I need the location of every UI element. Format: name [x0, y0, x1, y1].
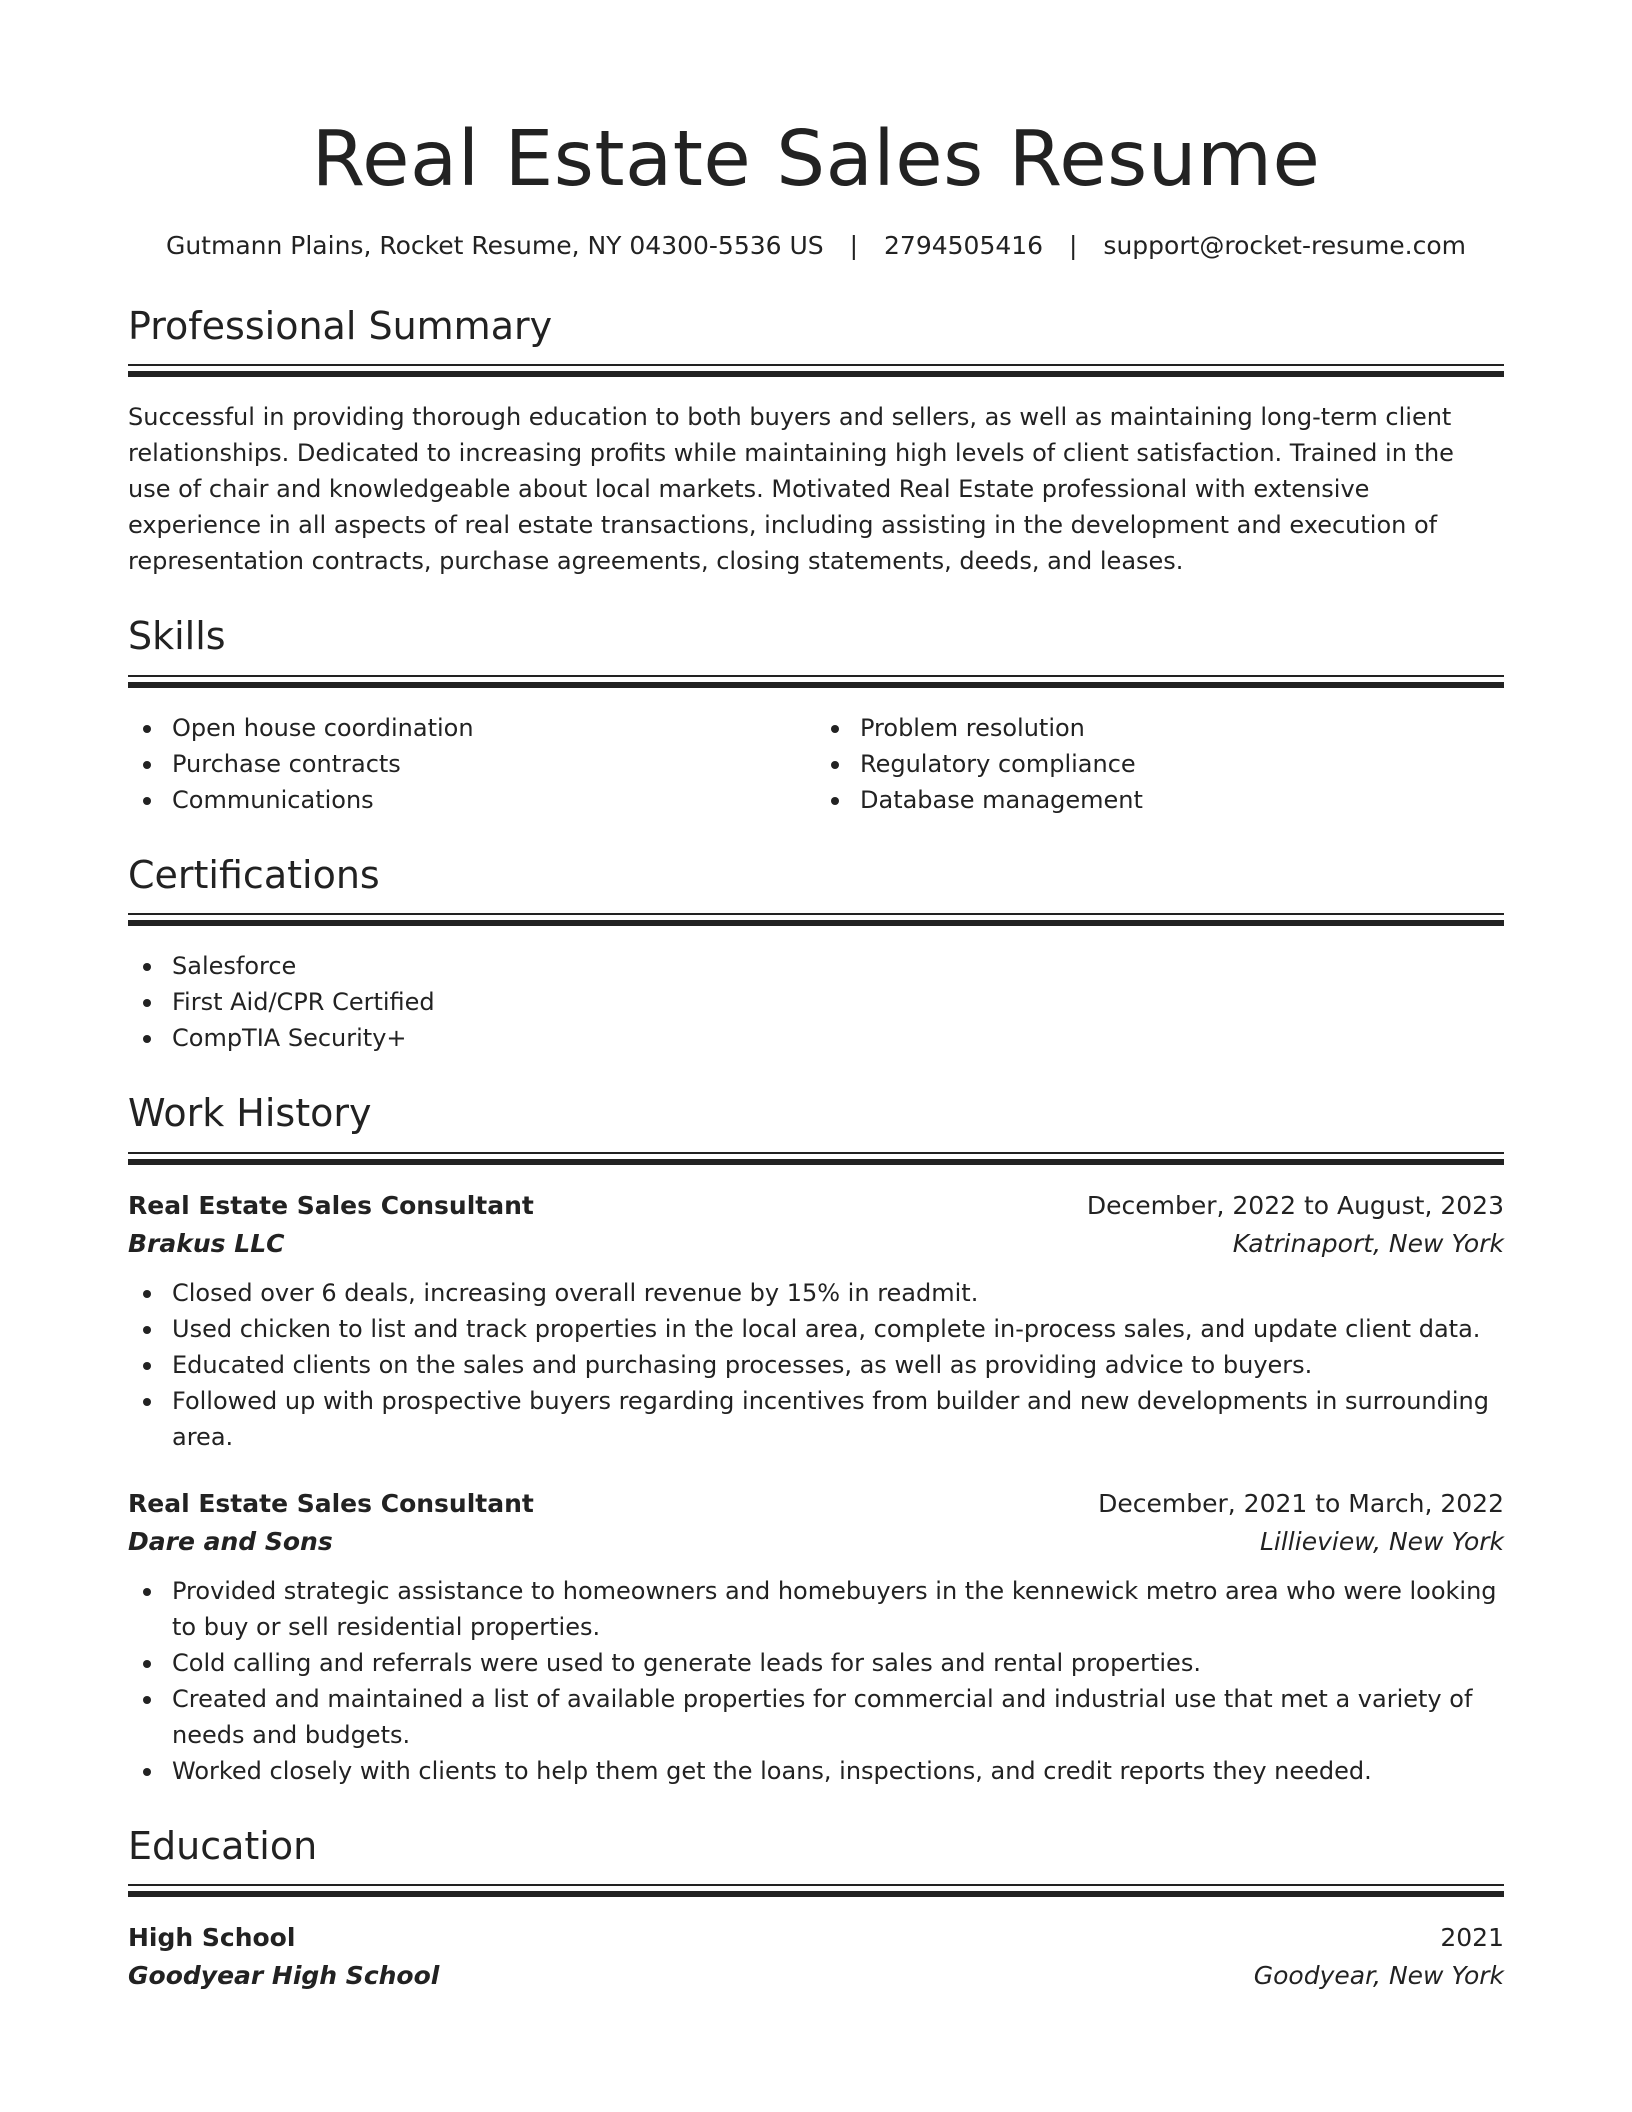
skill-item: Problem resolution [816, 710, 1504, 746]
section-heading: Professional Summary [128, 303, 553, 348]
school-name: Goodyear High School [128, 1961, 440, 1991]
school-location: Goodyear, New York [1253, 1961, 1504, 1991]
contact-phone: 2794505416 [884, 230, 1044, 260]
skill-item: Regulatory compliance [816, 746, 1504, 782]
company-name: Dare and Sons [128, 1526, 333, 1556]
summary-section [128, 303, 1504, 580]
graduation-year: 2021 [1440, 1923, 1504, 1953]
skills-grid [128, 710, 1504, 818]
job-bullet: Worked closely with clients to help them get the loans, inspections, and credit reports they needed. [128, 1753, 1504, 1789]
skill-item: Database management [816, 782, 1504, 818]
job-entry [128, 1485, 1504, 1789]
section-heading: Work History [128, 1091, 372, 1136]
job-bullet: Educated clients on the sales and purchasing processes, as well as providing advice to buyers. [128, 1347, 1504, 1383]
section-divider [128, 913, 1504, 926]
skill-item: Communications [128, 782, 816, 818]
contact-separator: | [849, 230, 859, 260]
section-divider [128, 364, 1504, 377]
contact-address: Gutmann Plains, Rocket Resume, NY 04300-5536 US [165, 230, 824, 260]
contact-separator: | [1069, 230, 1078, 260]
resume-title: Real Estate Sales Resume [311, 115, 1321, 204]
education-entry [128, 1919, 1504, 1995]
education-section [128, 1823, 1504, 1996]
certification-item: First Aid/CPR Certified [128, 984, 1504, 1020]
skills-column-left [128, 710, 816, 818]
job-bullet: Created and maintained a list of available properties for commercial and industrial use that met a variety of needs and budgets. [128, 1681, 1504, 1753]
job-location: Katrinaport, New York [1232, 1228, 1504, 1258]
contact-email: support@rocket-resume.com [1103, 230, 1467, 260]
skills-section [128, 613, 1504, 818]
job-bullet: Cold calling and referrals were used to generate leads for sales and rental properties. [128, 1645, 1504, 1681]
degree-name: High School [128, 1923, 296, 1953]
summary-paragraph: Successful in providing thorough education to both buyers and sellers, as well as maintaining long-term client relationships. Dedicated to increasing profits while maintaining high levels of client satisfaction. Trained in the use of chair and knowledgeable about local markets. Motivated Real Estate professional with extensive experience in all aspects of real estate transactions, including assisting in the development and execution of representation contracts, purchase agreements, closing statements, deeds, and leases. [128, 403, 1454, 576]
job-bullet: Closed over 6 deals, increasing overall revenue by 15% in readmit. [128, 1275, 1504, 1311]
section-heading: Education [128, 1823, 318, 1868]
company-name: Brakus LLC [128, 1228, 285, 1258]
job-dates: December, 2022 to August, 2023 [1086, 1190, 1504, 1220]
job-bullet: Provided strategic assistance to homeowners and homebuyers in the kennewick metro area who were looking to buy or sell residential properties. [128, 1573, 1504, 1645]
section-divider [128, 1152, 1504, 1165]
job-bullet: Followed up with prospective buyers regarding incentives from builder and new developments in surrounding area. [128, 1383, 1504, 1455]
job-title: Real Estate Sales Consultant [128, 1190, 534, 1220]
certification-item: CompTIA Security+ [128, 1020, 1504, 1056]
job-bullet: Used chicken to list and track properties in the local area, complete in-process sales, and update client data. [128, 1311, 1504, 1347]
section-heading: Skills [128, 614, 226, 659]
section-heading: Certifications [128, 852, 380, 897]
job-location: Lillieview, New York [1259, 1526, 1504, 1556]
work-history-section [128, 1090, 1504, 1789]
section-divider [128, 675, 1504, 688]
contact-line [128, 231, 1504, 261]
skill-item: Open house coordination [128, 710, 816, 746]
skill-item: Purchase contracts [128, 746, 816, 782]
job-dates: December, 2021 to March, 2022 [1098, 1488, 1504, 1518]
job-title: Real Estate Sales Consultant [128, 1488, 534, 1518]
skills-column-right [816, 710, 1504, 818]
job-entry [128, 1187, 1504, 1455]
section-divider [128, 1884, 1504, 1897]
certification-item: Salesforce [128, 948, 1504, 984]
certifications-section [128, 852, 1504, 1057]
